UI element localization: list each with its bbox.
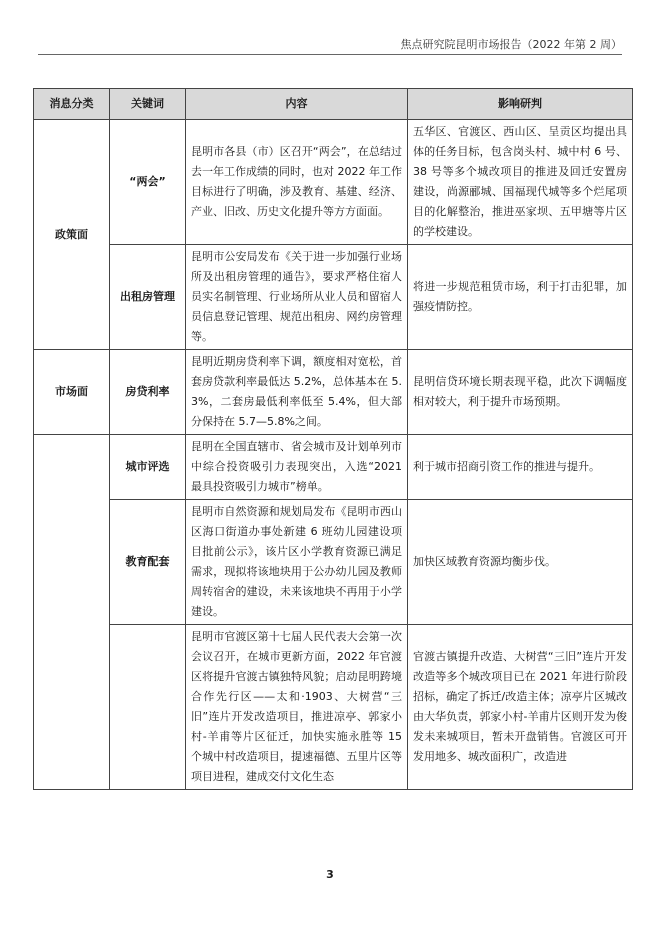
impact-cell: 将进一步规范租赁市场，利于打击犯罪，加强疫情防控。 <box>408 245 633 350</box>
impact-cell: 利于城市招商引资工作的推进与提升。 <box>408 435 633 500</box>
keyword-cell: 房贷利率 <box>110 350 186 435</box>
page-header: 焦点研究院昆明市场报告（2022 年第 2 周） <box>400 38 622 51</box>
keyword-cell: 教育配套 <box>110 500 186 625</box>
header-divider <box>38 54 622 55</box>
table-row <box>34 350 633 435</box>
category-cell <box>34 435 110 790</box>
content-cell: 昆明市自然资源和规划局发布《昆明市西山区海口街道办事处新建 6 班幼儿园建设项目批前公示》，该片区小学教育资源已满足需求，现拟将该地块用于公办幼儿园及教师周转宿舍的建设，未来该地块不再用于小学建设。 <box>186 500 408 625</box>
page-number: 3 <box>326 868 334 881</box>
table-row <box>34 120 633 245</box>
column-header-keyword: 关键词 <box>110 89 186 120</box>
table-row <box>34 500 633 625</box>
impact-cell: 官渡古镇提升改造、大树营“三旧”连片开发改造等多个城改项目已在 2021 年进行阶段招标，确定了拆迁/改造主体；凉亭片区城改由大华负责，郭家小村-羊甫片区则开发为俊发未来城项目，暂未开盘销售。官渡区可开发用地多、城改面积广，改造进 <box>408 625 633 790</box>
keyword-cell: “两会” <box>110 120 186 245</box>
table-row <box>34 625 633 790</box>
content-cell: 昆明市公安局发布《关于进一步加强行业场所及出租房管理的通告》，要求严格住宿人员实名制管理、行业场所从业人员和留宿人员信息登记管理、规范出租房、网约房管理等。 <box>186 245 408 350</box>
column-header-impact: 影响研判 <box>408 89 633 120</box>
keyword-cell: 出租房管理 <box>110 245 186 350</box>
content-cell: 昆明市各县（市）区召开“两会”，在总结过去一年工作成绩的同时，也对 2022 年工作目标进行了明确，涉及教育、基建、经济、产业、旧改、历史文化提升等方方面面。 <box>186 120 408 245</box>
table-row <box>34 435 633 500</box>
content-cell: 昆明市官渡区第十七届人民代表大会第一次会议召开，在城市更新方面，2022 年官渡区将提升官渡古镇独特风貌；启动昆明跨境合作先行区——太和·1903、大树营“三旧”连片开发改造项目，推进凉亭、郭家小村-羊甫等片区征迁，加快实施永胜等 15 个城中村改造项目，提速福德、五里片区等项目进程，建成交付文化生态 <box>186 625 408 790</box>
column-header-content: 内容 <box>186 89 408 120</box>
impact-cell: 昆明信贷环境长期表现平稳，此次下调幅度相对较大，利于提升市场预期。 <box>408 350 633 435</box>
keyword-cell: 城市评选 <box>110 435 186 500</box>
content-cell: 昆明近期房贷利率下调，额度相对宽松，首套房贷款利率最低达 5.2%，总体基本在 5.3%，二套房最低利率低至 5.4%，但大部分保持在 5.7—5.8%之间。 <box>186 350 408 435</box>
category-cell: 市场面 <box>34 350 110 435</box>
impact-cell: 五华区、官渡区、西山区、呈贡区均提出具体的任务目标，包含岗头村、城中村 6 号、38 号等多个城改项目的推进及回迁安置房建设，尚源郦城、国福现代城等多个烂尾项目的化解整治，推进巫家坝、五甲塘等片区的学校建设。 <box>408 120 633 245</box>
news-table <box>33 88 633 790</box>
category-cell: 政策面 <box>34 120 110 350</box>
keyword-cell <box>110 625 186 790</box>
content-cell: 昆明在全国直辖市、省会城市及计划单列市中综合投资吸引力表现突出，入选“2021 最具投资吸引力城市”榜单。 <box>186 435 408 500</box>
table-header-row <box>34 89 633 120</box>
impact-cell: 加快区域教育资源均衡步伐。 <box>408 500 633 625</box>
table-row <box>34 245 633 350</box>
column-header-category: 消息分类 <box>34 89 110 120</box>
